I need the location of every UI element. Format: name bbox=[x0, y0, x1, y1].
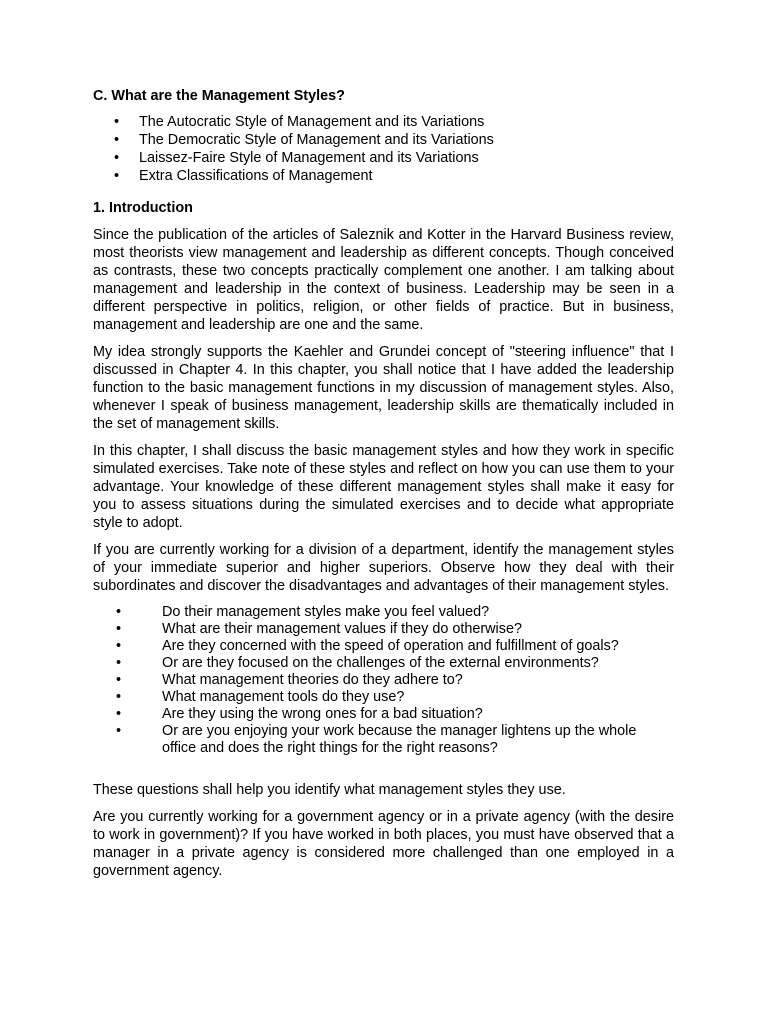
list-item bbox=[93, 131, 674, 149]
bullet-icon: • bbox=[116, 655, 122, 671]
question-text: Or are they focused on the challenges of the external environments? bbox=[162, 655, 599, 671]
paragraph: My idea strongly supports the Kaehler and Grundei concept of "steering influence" that I discussed in Chapter 4. In this chapter, you shall notice that I have added the leadership function to the basic management functions in my discussion of management styles. Also, whenever I speak of business management, leadership skills are thematically included in the set of management skills. bbox=[93, 344, 674, 432]
list-item-text: Laissez-Faire Style of Management and its Variations bbox=[139, 150, 479, 166]
bullet-icon: • bbox=[116, 621, 122, 637]
bullet-icon: • bbox=[114, 114, 120, 130]
bullet-icon: • bbox=[116, 723, 122, 739]
list-item bbox=[93, 113, 674, 131]
list-item-text: The Democratic Style of Management and its Variations bbox=[139, 132, 494, 148]
questions-list bbox=[93, 604, 674, 757]
bullet-icon: • bbox=[116, 638, 122, 654]
list-item bbox=[93, 167, 674, 185]
list-item bbox=[93, 655, 674, 672]
list-item bbox=[93, 706, 674, 723]
list-item bbox=[93, 604, 674, 621]
introduction-heading: 1. Introduction bbox=[93, 200, 193, 216]
question-text: Are they using the wrong ones for a bad situation? bbox=[162, 706, 483, 722]
question-text: What management tools do they use? bbox=[162, 689, 405, 705]
question-text: Or are you enjoying your work because the manager lightens up the whole office and does the right things for the right reasons? bbox=[162, 723, 637, 756]
paragraph: If you are currently working for a division of a department, identify the management styles of your immediate superior and higher superiors. Observe how they deal with their subordinates and discover the disadvantages and advantages of their management styles. bbox=[93, 542, 674, 594]
bullet-icon: • bbox=[116, 689, 122, 705]
list-item bbox=[93, 689, 674, 706]
section-heading: C. What are the Management Styles? bbox=[93, 88, 345, 104]
bullet-icon: • bbox=[116, 672, 122, 688]
list-item bbox=[93, 638, 674, 655]
list-item bbox=[93, 672, 674, 689]
question-text: What are their management values if they do otherwise? bbox=[162, 621, 522, 637]
question-text: Do their management styles make you feel valued? bbox=[162, 604, 490, 620]
list-item-text: Extra Classifications of Management bbox=[139, 168, 373, 184]
list-item bbox=[93, 621, 674, 638]
list-item-text: The Autocratic Style of Management and its Variations bbox=[139, 114, 485, 130]
paragraph: These questions shall help you identify what management styles they use. bbox=[93, 782, 566, 798]
question-text: Are they concerned with the speed of operation and fulfillment of goals? bbox=[162, 638, 619, 654]
bullet-icon: • bbox=[114, 168, 120, 184]
bullet-icon: • bbox=[116, 706, 122, 722]
management-styles-list bbox=[93, 113, 674, 185]
paragraph: Since the publication of the articles of Saleznik and Kotter in the Harvard Business review, most theorists view management and leadership as different concepts. Though conceived as contrasts, these two concepts practically complement one another. I am talking about management and leadership in the context of business. Leadership may be seen in a different perspective in politics, religion, or other fields of practice. But in business, management and leadership are one and the same. bbox=[93, 227, 674, 333]
bullet-icon: • bbox=[114, 132, 120, 148]
question-text: What management theories do they adhere to? bbox=[162, 672, 463, 688]
list-item bbox=[93, 723, 674, 757]
paragraph: Are you currently working for a government agency or in a private agency (with the desire to work in government)? If you have worked in both places, you must have observed that a manager in a private agency is considered more challenged than one employed in a government agency. bbox=[93, 809, 674, 879]
document-page bbox=[93, 87, 674, 889]
bullet-icon: • bbox=[114, 150, 120, 166]
bullet-icon: • bbox=[116, 604, 122, 620]
paragraph: In this chapter, I shall discuss the basic management styles and how they work in specific simulated exercises. Take note of these styles and reflect on how you can use them to your advantage. Your knowledge of these different management styles shall make it easy for you to assess situations during the simulated exercises and to decide what appropriate style to adopt. bbox=[93, 443, 674, 531]
spacer bbox=[93, 757, 674, 781]
list-item bbox=[93, 149, 674, 167]
